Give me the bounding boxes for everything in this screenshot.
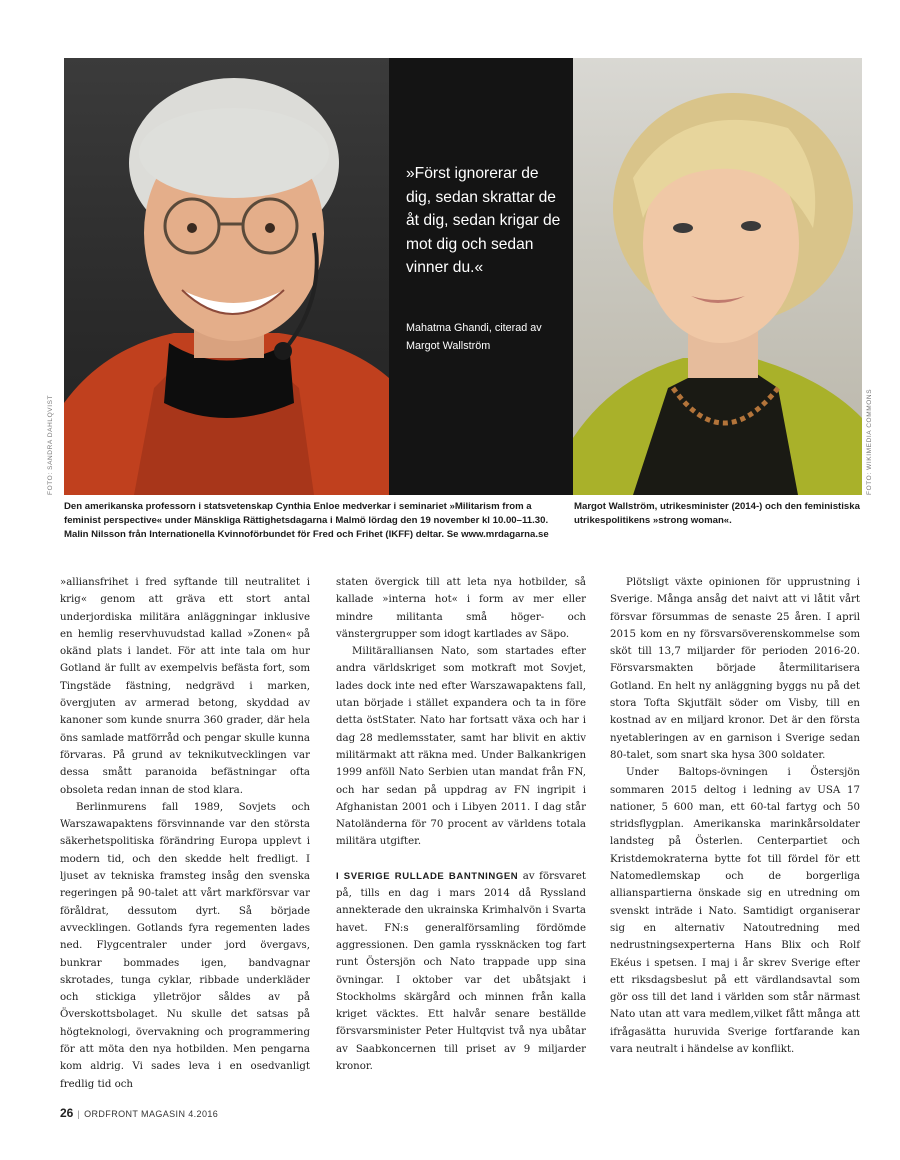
caption-left: Den amerikanska professorn i statsvetenskap Cynthia Enloe medverkar i seminariet »Militarism from a feminist perspective« under Mänskliga Rättighetsdagarna i Malmö lördag den 19 november kl 10.00–11.30. Malin Nilsson från Internationella Kvinnoförbundet för Fred och Frihet (IKFF) deltar. Se www.mrdagarna.se	[64, 501, 549, 540]
paragraph-text: av försvaret på, tills en dag i mars 2014 då Ryssland annekterade den ukrainska Krimhalvön i Svarta havet. FN:s generalförsamling fördömde aggressionen. Den gamla ryssknäcken tog fart runt Östersjön och Nato trappade upp sina övningar. I oktober var det ubåtsjakt i Stockholms skärgård och minnen från kalla kriget väcktes. Ett halvår senare beställde försvarsminister Peter Hultqvist två nya ubåtar av Saabkoncernen till priset av 9 miljarder kronor.	[336, 870, 586, 1073]
portrait-illustration-left	[64, 58, 389, 495]
photo-margot-wallstrom	[573, 58, 862, 495]
page-footer	[60, 1106, 218, 1120]
paragraph: Under Baltops-övningen i Östersjön sommaren 2015 deltog i ledning av USA 17 nationer, 5 600 man, ett 60-tal fartyg och 50 stridsflygplan. Amerikanska marinkårsoldater landsteg på Österlen. Centerpartiet och Kristdemokraterna bytte fot till fördel för ett Natomedlemskap och de borgerliga allianspartierna önskade sig en utredning om svenskt inträde i Nato. Samtidigt organiserar sig en alternativ Natoutredning med nedrustningsexperterna Hans Blix och Rolf Ekéus i spetsen. I maj i år skrev Sverige efter ett riksdagsbeslut på ett värdlandsavtal som gör oss till det land i världen som står närmast Nato utan att vara medlem,vilket fått många att ifrågasätta huruvida Sverige fortfarande kan vara neutralt i händelse av konflikt.	[610, 767, 860, 1056]
paragraph: Plötsligt växte opinionen för upprustning i Sverige. Många ansåg det naivt att vi låtit vårt försvar försummas de senaste 25 åren. I april 2015 kom en ny försvarsöverenskommelse som sköt till 13,7 miljarder för perioden 2016-20. Försvarsmakten började återmilitarisera Gotland. En helt ny anläggning byggs nu på det stora Tofta Skjutfält söder om Visby, till en kostnad av en miljard kronor. Det är den första nyetableringen av en garnison i Sverige sedan 80-talet, som snart ska hysa 300 soldater.	[610, 577, 860, 761]
body-column-3	[610, 574, 860, 1058]
section-lead-in: I SVERIGE RULLADE BANTNINGEN	[336, 870, 519, 882]
publication-name: ORDFRONT MAGASIN 4.2016	[84, 1109, 219, 1119]
page-number: 26	[60, 1106, 74, 1120]
section-gap	[336, 851, 586, 868]
caption-right: Margot Wallström, utrikesminister (2014-) och den feministiska utrikespolitikens »strong woman«.	[574, 501, 860, 526]
portrait-illustration-right	[573, 58, 862, 495]
paragraph-with-lead	[336, 868, 586, 1076]
body-column-2	[336, 574, 586, 1075]
body-column-1	[60, 574, 310, 1093]
footer-separator: |	[77, 1109, 81, 1119]
pull-quote-attribution: Mahatma Ghandi, citerad av Margot Wallström	[406, 322, 542, 352]
photo-credit-right: FOTO: WIKIMEDIA COMMONS	[866, 388, 873, 495]
photo-credit-left: FOTO: SANDRA DAHLQVIST	[47, 394, 54, 495]
photo-cynthia-enloe	[64, 58, 389, 495]
paragraph: Berlinmurens fall 1989, Sovjets och Warszawapaktens försvinnande var den största säkerhetspolitiska förändring Europa upplevt i modern tid, och den skedde helt fredligt. I ljuset av tekniska framsteg insåg den svenska regeringen på 90-talet att vårt markförsvar var föråldrat, dessutom dyrt. Så började avvecklingen. Gotlands fyra regementen lades ned. Flygcentraler under jord övergavs, bunkrar bommades igen, bandvagnar skrotades, tunga cyklar, ribbade underkläder och stickiga ylletröjor såldes av på Överskottsbolaget. Nu skulle det satsas på högteknologi, övervakning och programmering för att möta den nya hotbilden. Men pengarna kom aldrig. Vi sades leva i en osedvanligt fredlig tid och	[60, 801, 310, 1090]
paragraph: Militäralliansen Nato, som startades efter andra världskriget som motkraft mot Sovjet, lades dock inte ned efter Warszawapaktens fall, utan började i stället expandera och ta in före detta östStater. Nato har fortsatt växa och har i dag 28 medlemsstater, samt har blivit en aktiv militärmakt att räkna med. Under Balkankrigen 1999 anföll Nato Serbien utan mandat från FN, och har sedan på uppdrag av FN ingripit i Afghanistan 2001 och i Libyen 2011. I dag står Natoländerna för 70 procent av världens totala militära utgifter.	[336, 646, 586, 848]
paragraph: »alliansfrihet i fred syftande till neutralitet i krig« genom att gräva ett stort antal underjordiska militära anläggningar inklusive en hemlig reservhuvudstad kallad »Zonen« på okänd plats i landet. För att inte tala om hur Gotland är fullt av exempelvis befästa fort, som Tingstäde fästning, nedgrävd i marken, övergjuten av armerad betong, skyddad av kanoner som kunde snurra 360 grader, där hela öns samlade matförråd och pengar skulle kunna förvaras. På grund av teknikutvecklingen var dessa smått paranoida befästningar ofta obsoleta redan innan de stod klara.	[60, 577, 310, 796]
paragraph: staten övergick till att leta nya hotbilder, så kallade »interna hot« i form av mer eller mindre militanta små höger- och vänstergrupper som idogt kartlades av Säpo.	[336, 577, 586, 640]
pull-quote: »Först ignorerar de dig, sedan skrattar de åt dig, sedan krigar de mot dig och sedan vinner du.«	[406, 165, 561, 277]
